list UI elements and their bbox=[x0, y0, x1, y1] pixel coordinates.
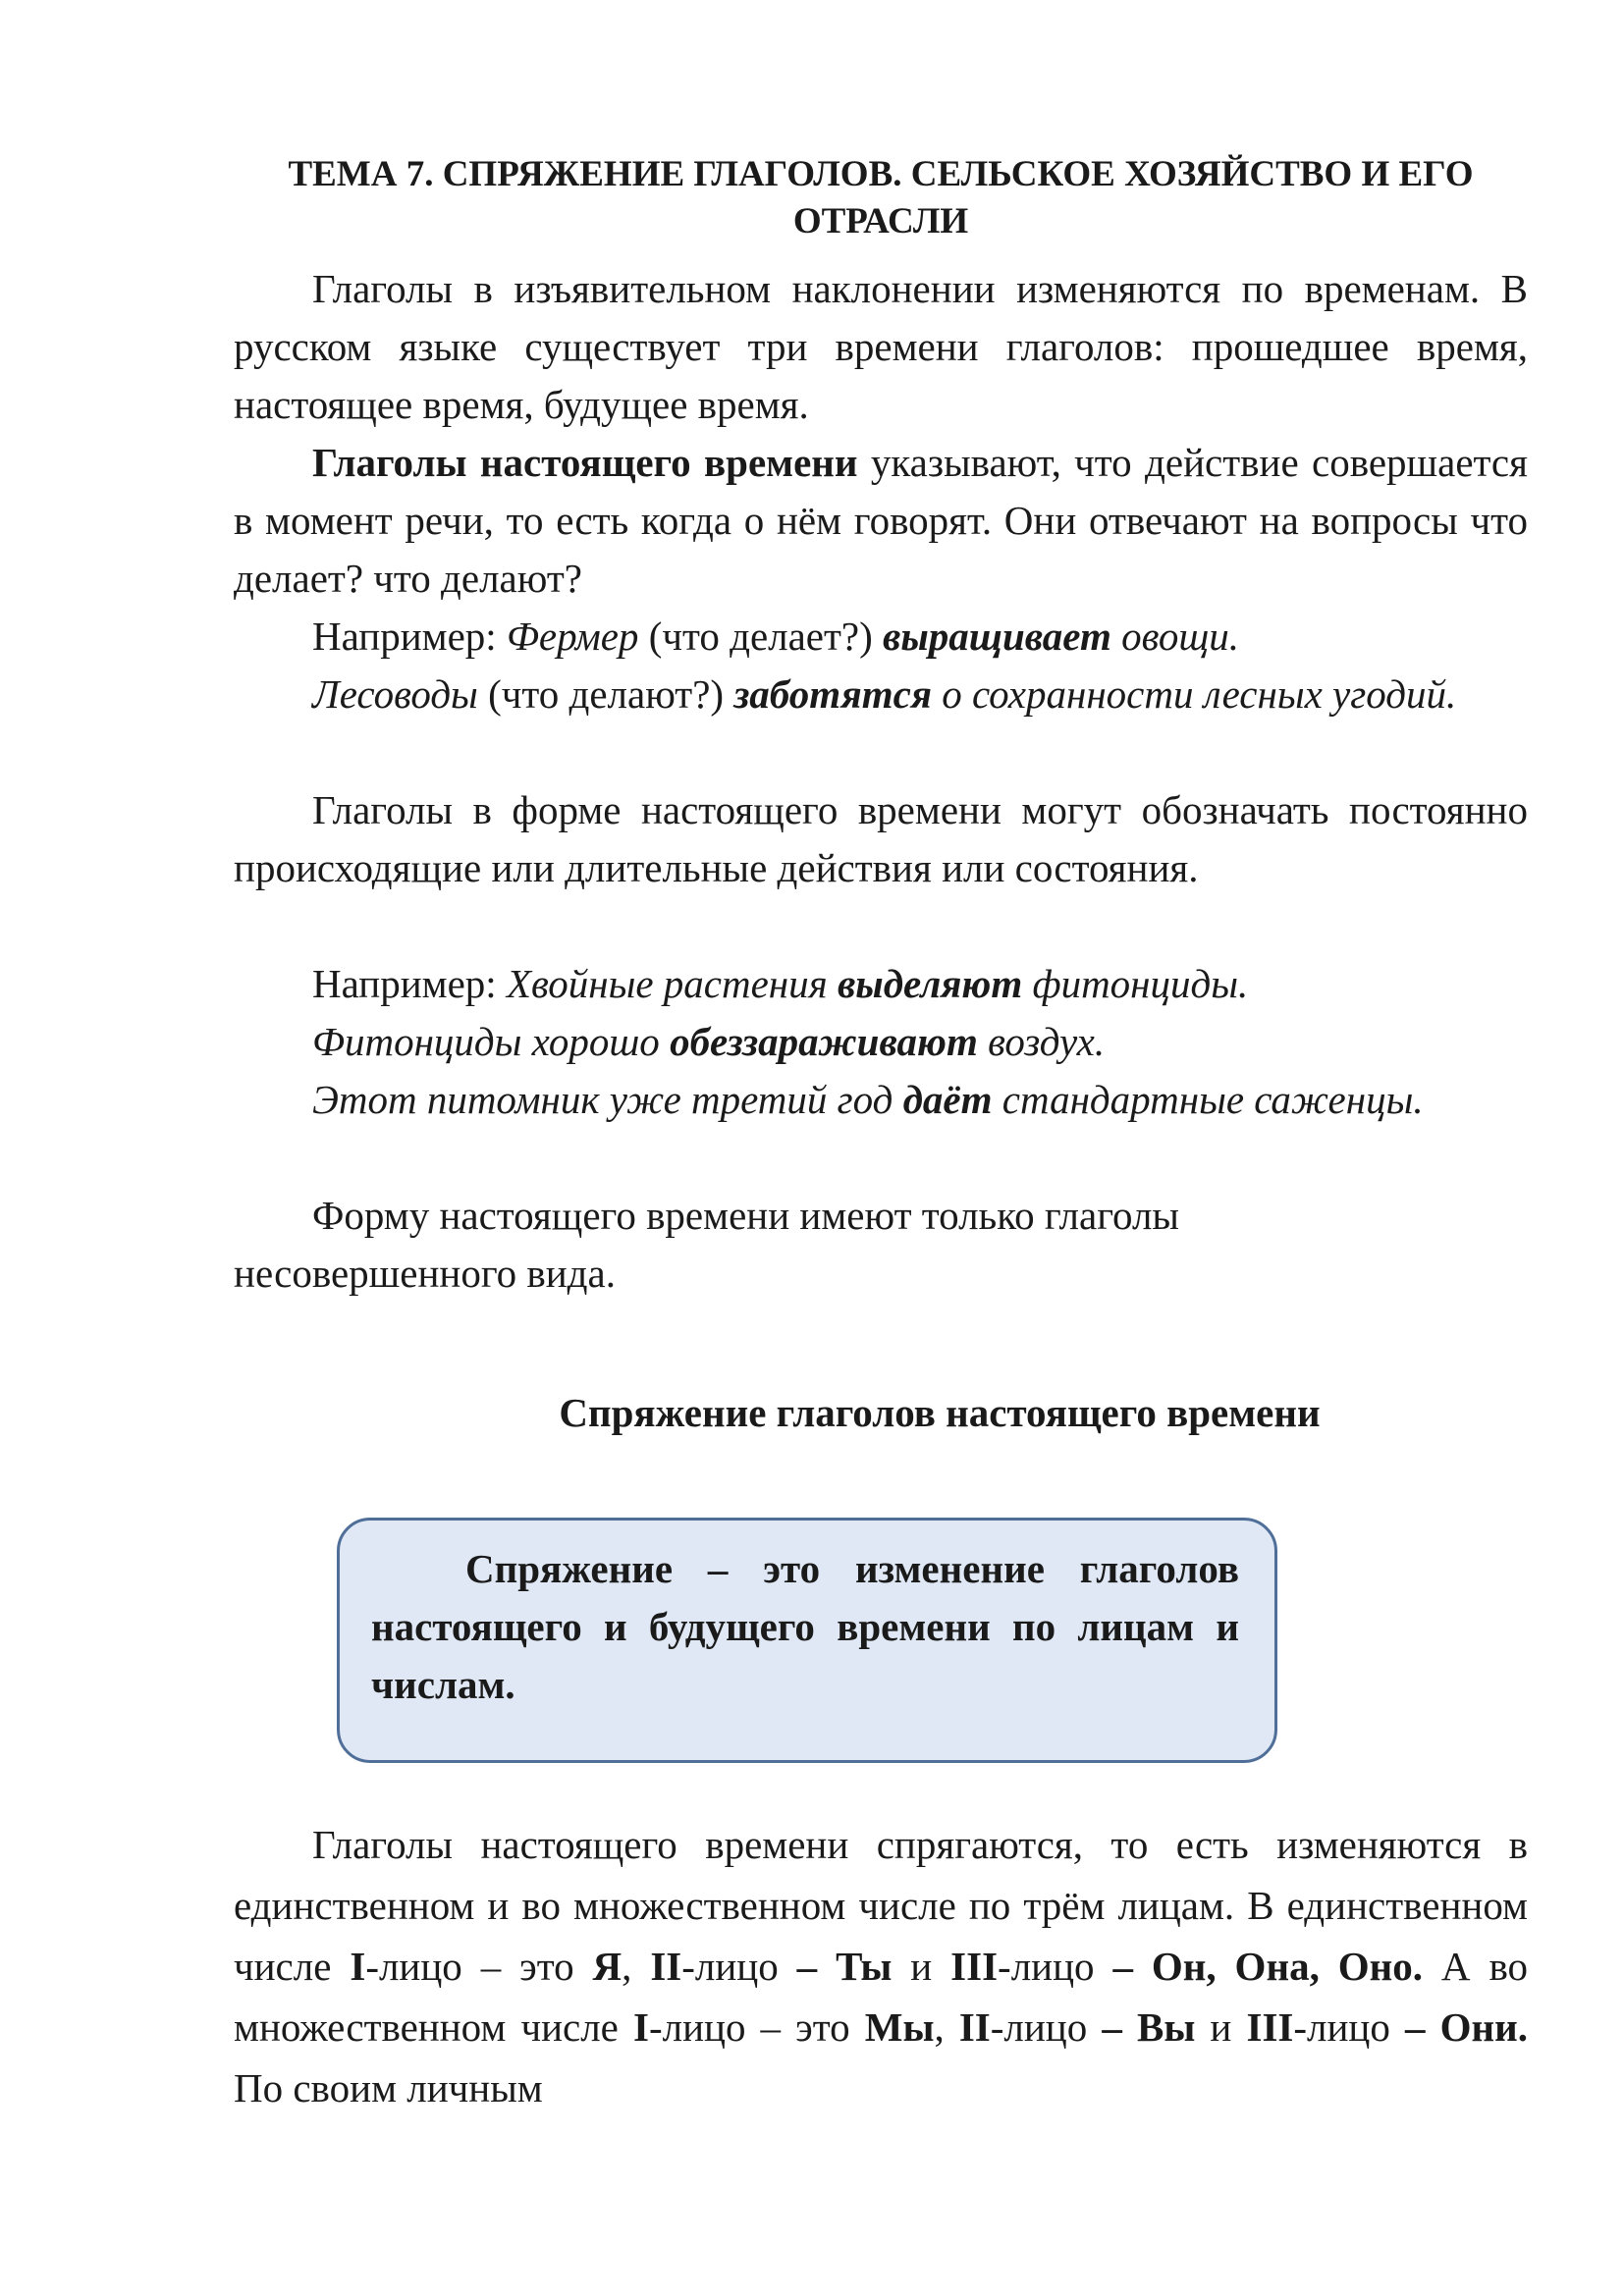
paragraph-constant-actions: Глаголы в форме настоящего времени могут обозначать постоянно происходящие или длительные действия или состояния. bbox=[234, 787, 1528, 890]
text-run: -лицо bbox=[990, 2004, 1103, 2050]
paragraph-imperfective-line1: Форму настоящего времени имеют только глаголы bbox=[312, 1193, 1179, 1238]
text-run: А во множественном числе bbox=[234, 1944, 1529, 2050]
example-noun: Лесоводы bbox=[312, 671, 478, 717]
bold-run: II bbox=[650, 1944, 682, 1989]
example-object: о сохранности лесных угодий. bbox=[931, 671, 1457, 717]
example-nursery bbox=[234, 1071, 1528, 1129]
bold-run: – Он, Она, Оно. bbox=[1112, 1944, 1424, 1989]
section-heading: Спряжение глаголов настоящего времени bbox=[559, 1390, 1321, 1435]
example-question: (что делают?) bbox=[477, 671, 734, 717]
paragraph-imperfective-line2: несовершенного вида. bbox=[234, 1251, 616, 1296]
paragraph-tenses: Глаголы в изъявительном наклонении изменяются по временам. В русском языке существует три времени глаголов: прошедшее время, настоящее время, будущее время. bbox=[234, 266, 1528, 427]
text-run: Глаголы настоящего времени спрягаются, то есть изменяются в единственном и во множественном числе по трём лицам. В единственном числе bbox=[234, 1822, 1528, 1989]
example-verb: выделяют bbox=[837, 961, 1023, 1006]
example-phytoncides bbox=[234, 1013, 1528, 1071]
text-run: и bbox=[1195, 2004, 1247, 2050]
example-verb: выращивает bbox=[883, 614, 1111, 659]
text-run: -лицо bbox=[681, 1944, 797, 1989]
example-question: (что делает?) bbox=[638, 614, 884, 659]
term-present-tense: Глаголы настоящего времени bbox=[312, 440, 858, 485]
example-foresters bbox=[234, 666, 1528, 723]
text-run: , bbox=[622, 1944, 651, 1989]
text-run: По своим личным bbox=[234, 2065, 543, 2110]
bold-run: III bbox=[950, 1944, 999, 1989]
definition-box: Спряжение – это изменение глаголов настоящего и будущего времени по лицам и числам. bbox=[337, 1518, 1277, 1763]
example-post: фитонциды. bbox=[1022, 961, 1249, 1006]
text-run: -лицо bbox=[1293, 2004, 1405, 2050]
paragraph-conjugation bbox=[234, 1814, 1528, 2118]
example-verb: обеззараживают bbox=[670, 1019, 978, 1064]
present-tense-description: указывают, что действие совершается в момент речи, то есть когда о нём говорят. Они отвечают на вопросы что делает? что делают? bbox=[234, 440, 1528, 601]
bold-run: – Вы bbox=[1102, 2004, 1196, 2050]
example-pre: Фитонциды хорошо bbox=[312, 1019, 671, 1064]
example-verb: заботятся bbox=[733, 671, 932, 717]
example-post: стандартные саженцы. bbox=[992, 1077, 1424, 1122]
example-verb: даёт bbox=[902, 1077, 993, 1122]
example-lead: Например: bbox=[312, 961, 507, 1006]
text-run: , bbox=[934, 2004, 959, 2050]
paragraph-present-tense bbox=[234, 434, 1528, 608]
bold-run: Я bbox=[592, 1944, 623, 1989]
example-pre: Этот питомник уже третий год bbox=[312, 1077, 903, 1122]
page-title: ТЕМА 7. СПРЯЖЕНИЕ ГЛАГОЛОВ. СЕЛЬСКОЕ ХОЗЯЙСТВО И ЕГО ОТРАСЛИ bbox=[288, 154, 1474, 241]
example-lead: Например: bbox=[312, 614, 507, 659]
example-noun: Фермер bbox=[506, 614, 639, 659]
bold-run: I bbox=[350, 1944, 366, 1989]
bold-run: – Они. bbox=[1404, 2004, 1528, 2050]
text-run: -лицо bbox=[998, 1944, 1113, 1989]
example-object: овощи. bbox=[1110, 614, 1240, 659]
text-run: и bbox=[892, 1944, 951, 1989]
example-pre: Хвойные растения bbox=[506, 961, 838, 1006]
bold-run: III bbox=[1246, 2004, 1294, 2050]
text-run: -лицо – это bbox=[648, 2004, 865, 2050]
bold-run: Мы bbox=[864, 2004, 935, 2050]
bold-run: I bbox=[632, 2004, 649, 2050]
example-post: воздух. bbox=[977, 1019, 1106, 1064]
bold-run: – Ты bbox=[796, 1944, 893, 1989]
example-conifers bbox=[234, 955, 1528, 1013]
text-run: -лицо – это bbox=[365, 1944, 593, 1989]
bold-run: II bbox=[958, 2004, 991, 2050]
example-farmer bbox=[234, 608, 1528, 666]
